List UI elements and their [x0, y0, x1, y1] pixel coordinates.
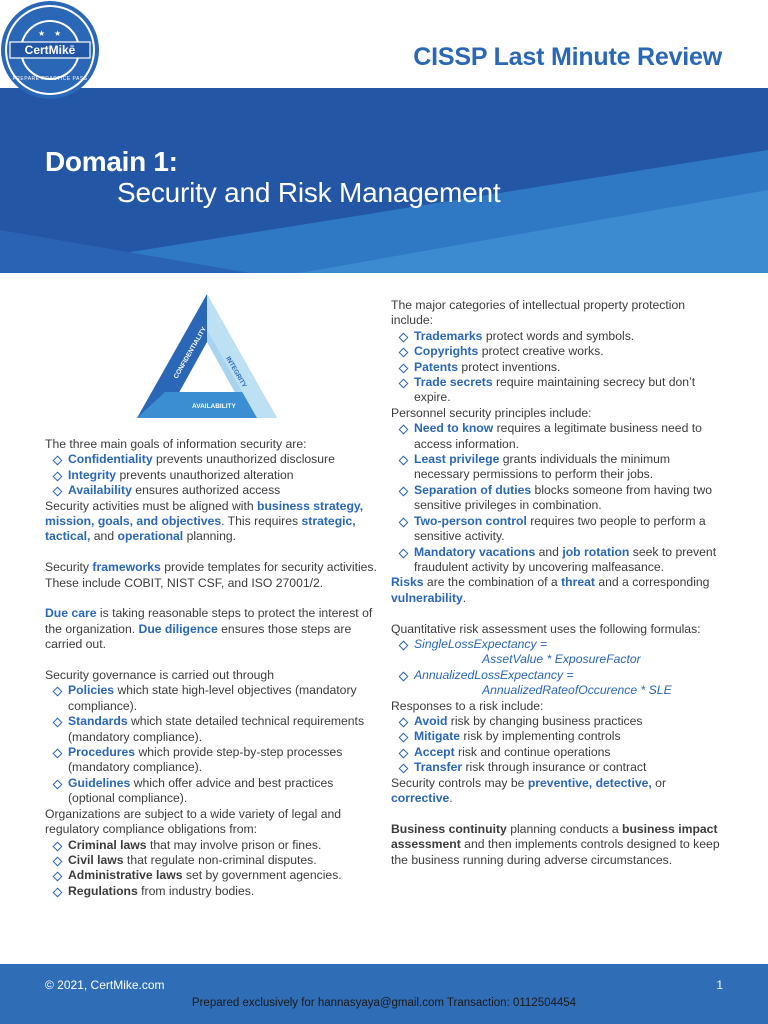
governance-section: [45, 668, 380, 807]
legal-list: [45, 838, 380, 900]
list-item: Patents protect inventions.: [391, 360, 726, 375]
responses-intro: Responses to a risk include:: [391, 698, 544, 713]
list-item: Guidelines which offer advice and best practices (optional compliance).: [45, 776, 380, 807]
list-item: Integrity prevents unauthorized alteration: [45, 468, 380, 483]
confidentiality-label: CONFIDENTIALITY: [172, 325, 208, 380]
responses-list: [391, 714, 726, 776]
left-column: [45, 437, 380, 899]
list-item: Two-person control requires two people to perform a sensitive activity.: [391, 514, 726, 545]
list-item: Criminal laws that may involve prison or fines.: [45, 838, 380, 853]
personnel-section: [391, 406, 726, 575]
personnel-intro: Personnel security principles include:: [391, 405, 592, 420]
cia-section: [45, 437, 380, 499]
list-item: Policies which state high-level objectives (mandatory compliance).: [45, 683, 380, 714]
quantitative-section: [391, 622, 726, 699]
integrity-label: INTEGRITY: [224, 355, 248, 390]
brand-title: CISSP Last Minute Review: [413, 43, 722, 71]
personnel-list: [391, 421, 726, 575]
list-item: Trade secrets require maintaining secrecy but don’t expire.: [391, 375, 726, 406]
page-number: 1: [716, 978, 723, 992]
frameworks-paragraph: Security frameworks provide templates for security activities. These include COBIT, NIST CSF, and ISO 27001/2.: [45, 560, 377, 590]
ip-section: [391, 298, 726, 406]
domain-number: Domain 1:: [45, 146, 178, 177]
list-item: Standards which state detailed technical requirements (mandatory compliance).: [45, 714, 380, 745]
quantitative-intro: Quantitative risk assessment uses the following formulas:: [391, 621, 701, 636]
list-item: Least privilege grants individuals the minimum necessary permissions to perform their jobs.: [391, 452, 726, 483]
prepared-for-notice: Prepared exclusively for hannasyaya@gmail.com Transaction: 0112504454: [191, 997, 577, 1009]
list-item: Confidentiality prevents unauthorized disclosure: [45, 452, 380, 467]
formula-ale: AnnualizedLossExpectancy = AnnualizedRateofOccurence * SLE: [391, 668, 726, 699]
list-item: Availability ensures authorized access: [45, 483, 380, 498]
copyright: © 2021, CertMike.com: [45, 978, 165, 992]
ip-list: [391, 329, 726, 406]
cia-triangle-diagram: [137, 294, 277, 420]
right-column: [391, 298, 726, 868]
svg-text:★: ★: [38, 29, 46, 38]
governance-intro: Security governance is carried out through: [45, 668, 274, 683]
certmike-logo: [0, 0, 100, 100]
page-header: [0, 0, 768, 273]
alignment-paragraph: Security activities must be aligned with business strategy, mission, goals, and objectives. This requires strategic, tactical, and operational planning.: [45, 498, 364, 544]
list-item: Transfer risk through insurance or contract: [391, 760, 726, 775]
cia-intro: The three main goals of information security are:: [45, 437, 307, 451]
formula-sle: SingleLossExpectancy = AssetValue * ExposureFactor: [391, 637, 726, 668]
list-item: Avoid risk by changing business practices: [391, 714, 726, 729]
domain-name: Security and Risk Management: [117, 177, 501, 208]
list-item: Separation of duties blocks someone from having two sensitive privileges in combination.: [391, 483, 726, 514]
list-item: Mitigate risk by implementing controls: [391, 729, 726, 744]
formula-list: [391, 637, 726, 699]
page-footer: [0, 964, 768, 1024]
list-item: Civil laws that regulate non-criminal disputes.: [45, 853, 380, 868]
svg-text:★: ★: [54, 29, 62, 38]
legal-section: [45, 807, 380, 899]
business-continuity-paragraph: Business continuity planning conducts a business impact assessment and then implements controls designed to keep the business running during adverse circumstances.: [391, 821, 720, 867]
availability-label: AVAILABILITY: [192, 403, 236, 410]
ip-intro: The major categories of intellectual property protection include:: [391, 298, 686, 328]
list-item: Regulations from industry bodies.: [45, 884, 380, 899]
controls-paragraph: Security controls may be preventive, detective, or corrective.: [391, 775, 667, 805]
list-item: Administrative laws set by government agencies.: [45, 868, 380, 883]
svg-text:CertMikē: CertMikē: [24, 43, 76, 57]
list-item: Copyrights protect creative works.: [391, 344, 726, 359]
governance-list: [45, 683, 380, 806]
header-banner: [0, 0, 768, 273]
responses-section: [391, 699, 726, 776]
cia-list: [45, 452, 380, 498]
list-item: Mandatory vacations and job rotation seek to prevent fraudulent activity by uncovering malfeasance.: [391, 545, 726, 576]
legal-intro: Organizations are subject to a wide variety of legal and regulatory compliance obligations from:: [45, 806, 342, 837]
svg-text:PREPARE PRACTICE PASS: PREPARE PRACTICE PASS: [12, 76, 88, 82]
list-item: Procedures which provide step-by-step processes (mandatory compliance).: [45, 745, 380, 776]
list-item: Accept risk and continue operations: [391, 745, 726, 760]
due-care-paragraph: Due care is taking reasonable steps to protect the interest of the organization. Due diligence ensures those steps are carried out.: [45, 606, 373, 652]
list-item: Trademarks protect words and symbols.: [391, 329, 726, 344]
list-item: Need to know requires a legitimate business need to access information.: [391, 421, 726, 452]
risk-definition: Risks are the combination of a threat and a corresponding vulnerability.: [391, 575, 710, 605]
